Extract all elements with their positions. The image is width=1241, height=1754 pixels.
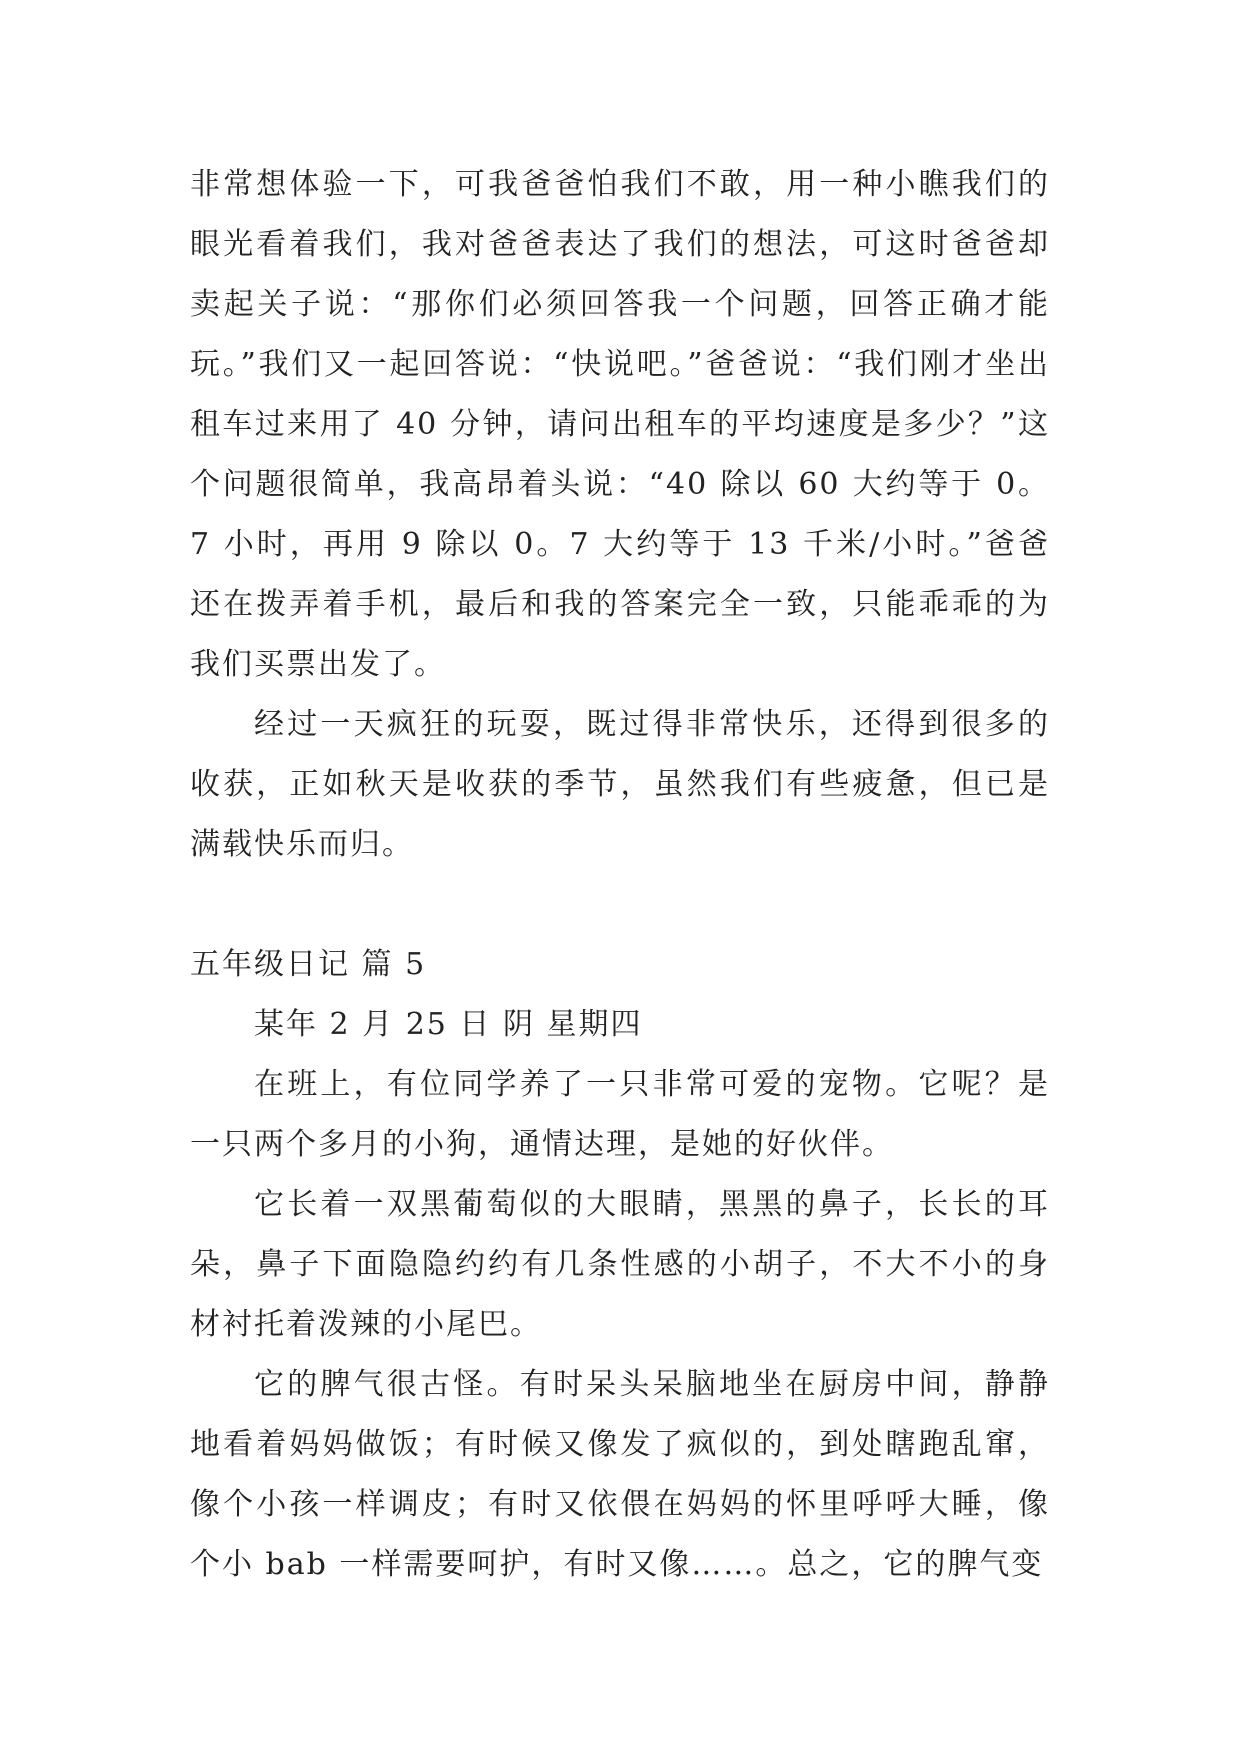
paragraph-bungee-story-end: 非常想体验一下，可我爸爸怕我们不敢，用一种小瞧我们的眼光看着我们，我对爸爸表达了我们的想法，可这时爸爸却卖起关子说：“那你们必须回答我一个问题，回答正确才能玩。”我们又一起回答说：“快说吧。”爸爸说：“我们刚才坐出租车过来用了 40 分钟，请问出租车的平均速度是多少？”这个问题很简单，我高昂着头说：“40 除以 60 大约等于 0。7 小时，再用 9 除以 0。7 大约等于 13 千米/小时。”爸爸还在拨弄着手机，最后和我的答案完全一致，只能乖乖的为我们买票出发了。 [190,167,1050,682]
paragraph-summary: 经过一天疯狂的玩耍，既过得非常快乐，还得到很多的收获，正如秋天是收获的季节，虽然我们有些疲惫，但已是满载快乐而归。 [190,707,1050,862]
paragraph-pet-appearance: 它长着一双黑葡萄似的大眼睛，黑黑的鼻子，长长的耳朵，鼻子下面隐隐约约有几条性感的小胡子，不大不小的身材衬托着泼辣的小尾巴。 [190,1187,1050,1342]
document-body [190,155,1050,1595]
diary-date-line: 某年 2 月 25 日 阴 星期四 [254,1007,643,1042]
section-spacer [190,875,1050,935]
paragraph-pet-intro: 在班上，有位同学养了一只非常可爱的宠物。它呢？是一只两个多月的小狗，通情达理，是她的好伙伴。 [190,1067,1050,1162]
section-title: 五年级日记 篇 5 [190,947,427,982]
paragraph-pet-temper: 它的脾气很古怪。有时呆头呆脑地坐在厨房中间，静静地看着妈妈做饭；有时候又像发了疯似的，到处瞎跑乱窜，像个小孩一样调皮；有时又依偎在妈妈的怀里呼呼大睡，像个小 bab 一样需要呵护，有时又像……。总之，它的脾气变 [190,1367,1050,1582]
